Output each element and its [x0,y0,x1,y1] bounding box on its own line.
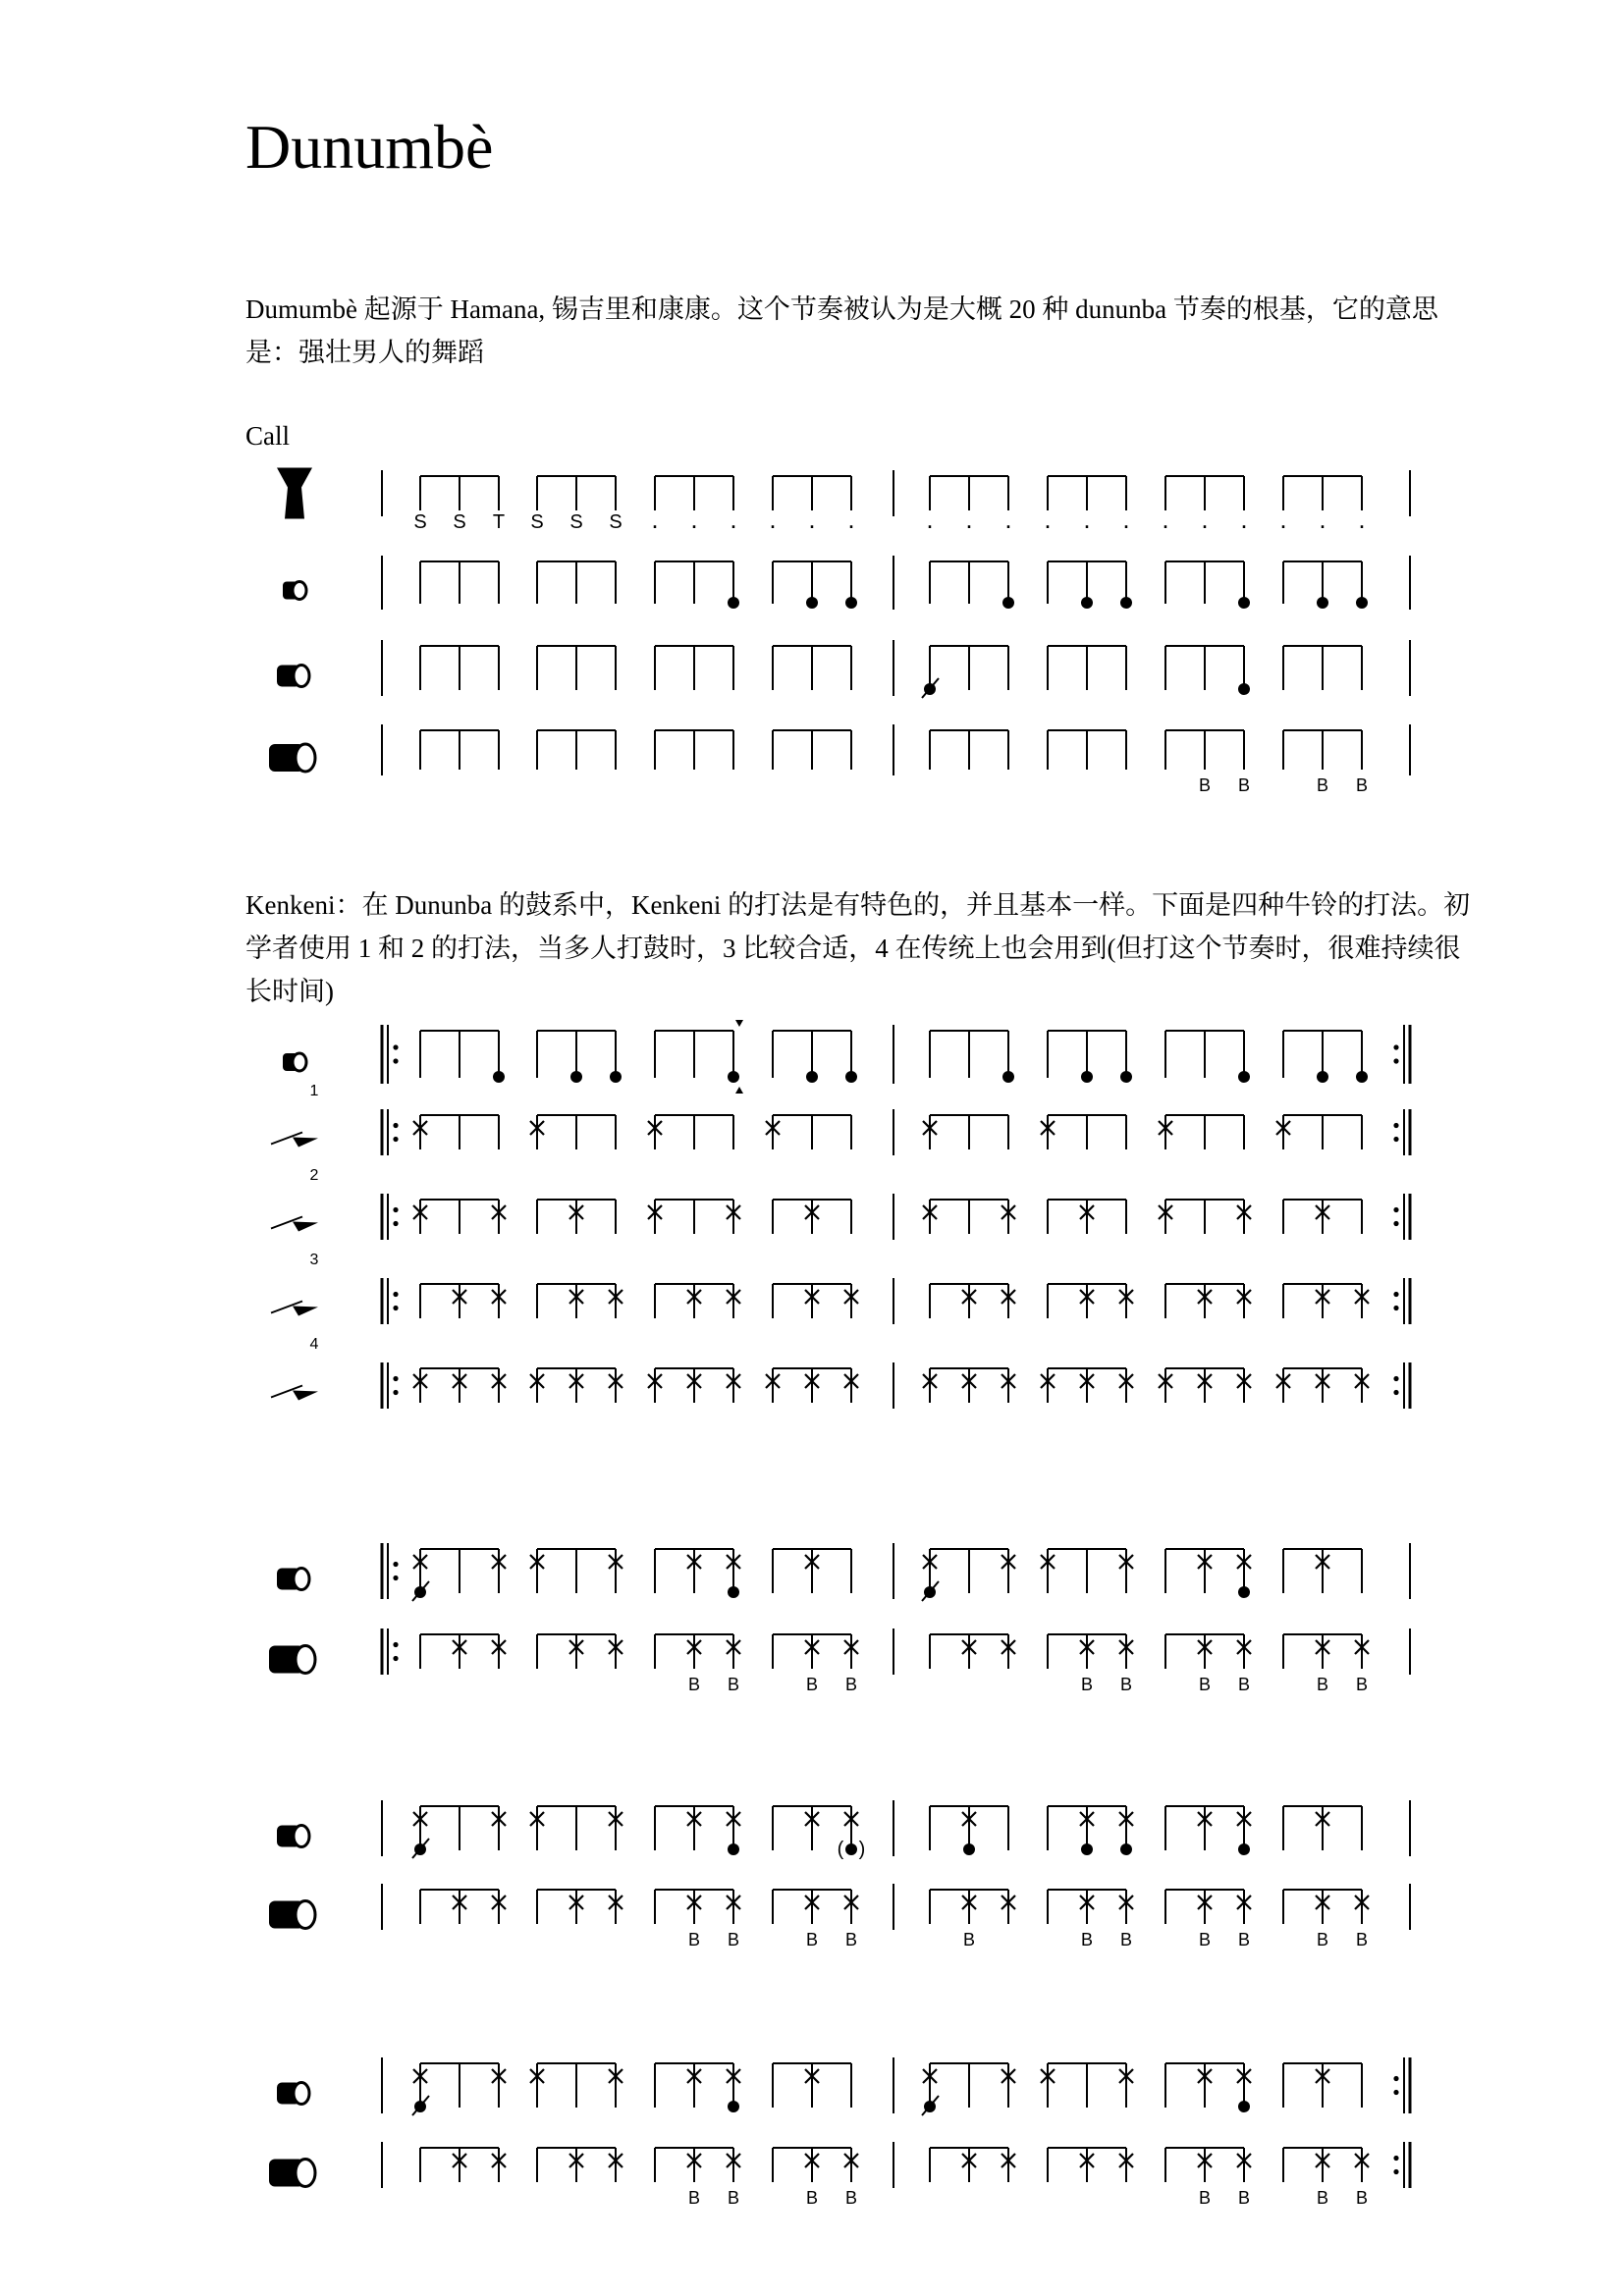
repeat-dot [393,1306,398,1310]
dununba-icon [269,1901,315,1929]
djembe-stroke: . [1201,505,1209,534]
repeat-dot [1393,1306,1398,1310]
open-stroke [1120,1071,1132,1083]
bass-bell-label: B [1237,2188,1251,2208]
beat-group [773,1368,851,1403]
beat-group [1165,1890,1244,1924]
open-stroke [570,1071,582,1083]
sangban-icon [277,666,309,687]
beat-group [930,1115,1008,1149]
sangban-icon [277,1569,309,1590]
repeat-dot [1393,1221,1398,1226]
bass-bell-label: B [1080,1930,1094,1949]
repeat-dot [393,1137,398,1142]
djembe-stroke: . [1044,505,1052,534]
beat-group [930,2148,1008,2182]
beat-group [420,1115,499,1149]
beat-group [537,1200,616,1234]
beat-group [537,1634,616,1669]
bass-bell-label: B [805,2188,819,2208]
beat-group [930,1200,1008,1234]
beat-group [773,1634,851,1669]
beat-group [420,1284,499,1318]
repeat-dot [1393,2090,1398,2095]
bass-bell-label: B [844,1930,858,1949]
dununba-icon [269,2160,315,2187]
beat-group [537,1115,616,1149]
djembe-stroke: S [530,511,544,533]
beat-group [1048,1284,1126,1318]
open-stroke [1238,1586,1250,1598]
optional-paren: ( [837,1839,844,1860]
open-stroke [610,1071,622,1083]
beat-group [537,730,616,770]
bass-bell-label: B [1316,1675,1329,1694]
kenkeni-icon [283,1053,306,1071]
beat-group [1283,2063,1362,2108]
dununba-icon [269,1646,315,1674]
dununba-icon [269,744,315,772]
djembe-stroke: S [453,511,466,533]
beat-group [1048,1634,1126,1669]
bass-bell-label: B [1198,1675,1212,1694]
open-stroke [493,1071,505,1083]
beat-group [930,1368,1008,1403]
beat-group [1165,1115,1244,1149]
variation-number: 1 [309,1083,319,1099]
beat-group [930,1549,1008,1593]
bass-bell-label: B [1198,775,1212,795]
variation-number: 3 [309,1252,319,1268]
beat-group [1165,646,1244,690]
kenkeni-icon [283,582,306,600]
repeat-dot [1393,1376,1398,1381]
beat-group [1165,1200,1244,1234]
optional-paren: ) [858,1839,866,1860]
beat-group [655,2063,733,2108]
open-stroke [1238,1071,1250,1083]
beat-group [655,1549,733,1593]
page-title: Dunumbè [245,112,494,182]
kenkeni-paragraph: Kenkeni：在 Dununba 的鼓系中，Kenkeni 的打法是有特色的，并且基本一样。下面是四种牛铃的打法。初学者使用 1 和 2 的打法，当多人打鼓时，3 比较合适，4 在传统上也会用到(但打这个节奏时，很难持续很长时间) [245,890,1471,1006]
open-stroke [963,1843,975,1855]
variation-number: 4 [309,1336,319,1353]
djembe-stroke: S [569,511,583,533]
open-stroke [728,2101,739,2112]
beat-group [420,1890,499,1924]
repeat-dot [393,1044,398,1049]
bass-bell-label: B [727,1675,740,1694]
beat-group [930,561,1008,604]
beat-group [773,1284,851,1318]
repeat-dot [393,1642,398,1647]
repeat-dot [1393,1137,1398,1142]
beat-group [773,1200,851,1234]
repeat-dot [1393,1292,1398,1297]
beat-group [537,2063,616,2108]
beat-group [773,646,851,690]
bass-bell-label: B [687,1930,701,1949]
open-stroke [1238,2101,1250,2112]
djembe-stroke: . [1122,505,1130,534]
open-stroke [1317,1071,1328,1083]
djembe-stroke: . [1358,505,1366,534]
djembe-stroke: . [1319,505,1326,534]
beat-group [930,730,1008,770]
beat-group [1165,561,1244,604]
repeat-dot [393,1562,398,1567]
beat-group [537,1284,616,1318]
beat-group [537,1890,616,1924]
beat-group [773,1549,851,1593]
beat-group [773,2148,851,2182]
beat-group [1048,2063,1126,2108]
beat-group [655,1284,733,1318]
beat-group [930,1890,1008,1924]
accent-mark-bottom [735,1087,743,1094]
bass-bell-label: B [1080,1675,1094,1694]
bell-icon [271,1386,318,1401]
djembe-stroke: . [651,505,659,534]
beat-group [537,561,616,604]
beat-group [773,1115,851,1149]
repeat-dot [393,1058,398,1063]
beat-group [1048,1031,1126,1078]
beat-group [1048,1890,1126,1924]
beat-group [1283,1115,1362,1149]
beat-group [655,1890,733,1924]
beat-group [1283,1031,1362,1078]
djembe-stroke: . [1083,505,1091,534]
beat-group [773,2063,851,2108]
beat-group [655,1634,733,1669]
bass-bell-label: B [1316,2188,1329,2208]
beat-group [1165,1368,1244,1403]
bass-bell-label: B [844,1675,858,1694]
repeat-dot [1393,1123,1398,1128]
beat-group [1283,1806,1362,1850]
beat-group [1165,730,1244,770]
repeat-dot [393,1575,398,1580]
beat-group [1165,1031,1244,1078]
bell-icon [271,1133,318,1148]
open-stroke [1356,597,1368,609]
bass-bell-label: B [1237,1675,1251,1694]
beat-group [1165,2148,1244,2182]
beat-group [1283,1368,1362,1403]
beat-group [930,1031,1008,1078]
bass-bell-label: B [1119,1930,1133,1949]
bass-bell-label: B [727,2188,740,2208]
bass-bell-label: B [1355,2188,1369,2208]
beat-group [655,1031,733,1078]
open-stroke [728,1843,739,1855]
bass-bell-label: B [1355,1930,1369,1949]
bass-bell-label: B [1355,1675,1369,1694]
bass-bell-label: B [1237,775,1251,795]
djembe-icon [277,468,312,519]
beat-group [1048,646,1126,690]
beat-group [1165,1549,1244,1593]
intro-paragraph: Dumumbè 起源于 Hamana, 锡吉里和康康。这个节奏被认为是大概 20 种 dununba 节奏的根基，它的意思是：强壮男人的舞蹈 [245,294,1438,367]
djembe-stroke: . [1004,505,1012,534]
beat-group [1283,1200,1362,1234]
repeat-dot [393,1207,398,1212]
beat-group [537,1031,616,1078]
sangban-icon [277,2083,309,2105]
beat-group [537,1806,616,1850]
repeat-dot [393,1292,398,1297]
beat-group [655,1806,733,1850]
beat-group [537,476,616,510]
accent-mark-top [735,1020,743,1027]
beat-group [1165,1806,1244,1850]
optional-open-stroke [845,1843,857,1855]
open-stroke [1081,1071,1093,1083]
open-stroke [728,1071,739,1083]
beat-group [655,1368,733,1403]
beat-group [655,2148,733,2182]
open-stroke [1238,683,1250,695]
bass-bell-label: B [805,1675,819,1694]
beat-group [1048,1368,1126,1403]
open-stroke [806,597,818,609]
open-stroke [845,597,857,609]
open-stroke [1120,1843,1132,1855]
djembe-stroke: . [1279,505,1287,534]
beat-group [655,561,733,604]
beat-group [655,1115,733,1149]
beat-group [655,730,733,770]
bass-bell-label: B [1198,1930,1212,1949]
beat-group [537,1368,616,1403]
variation-number: 2 [309,1167,319,1184]
repeat-dot [1393,1058,1398,1063]
beat-group [420,561,499,604]
beat-group [420,1549,499,1593]
call-label: Call [245,421,290,451]
beat-group [420,730,499,770]
beat-group [930,2063,1008,2108]
open-stroke [1356,1071,1368,1083]
beat-group [930,1634,1008,1669]
beat-group [1048,2148,1126,2182]
open-stroke [1120,597,1132,609]
beat-group [1283,2148,1362,2182]
djembe-stroke: S [609,511,623,533]
bass-bell-label: B [727,1930,740,1949]
open-stroke [728,597,739,609]
beat-group [1283,730,1362,770]
beat-group [1165,2063,1244,2108]
beat-group [420,476,499,510]
beat-group [655,646,733,690]
beat-group [1283,1549,1362,1593]
bell-icon [271,1302,318,1316]
beat-group [1283,1284,1362,1318]
sangban-icon [277,1826,309,1847]
open-stroke [1002,1071,1014,1083]
beat-group [420,1200,499,1234]
beat-group [773,1031,851,1078]
beat-group [420,1634,499,1669]
bass-bell-label: B [1237,1930,1251,1949]
djembe-stroke: . [965,505,973,534]
beat-group [420,2063,499,2108]
djembe-stroke: . [690,505,698,534]
djembe-stroke: . [769,505,777,534]
repeat-dot [393,1656,398,1661]
bass-bell-label: B [1198,2188,1212,2208]
open-stroke [1081,1843,1093,1855]
bass-bell-label: B [1316,775,1329,795]
bass-bell-label: B [805,1930,819,1949]
beat-group [420,2148,499,2182]
open-stroke [1238,597,1250,609]
repeat-dot [1393,1207,1398,1212]
beat-group [930,646,1008,690]
djembe-stroke: . [1162,505,1169,534]
beat-group [773,1890,851,1924]
beat-group [930,1284,1008,1318]
beat-group [537,1549,616,1593]
beat-group [537,2148,616,2182]
beat-group [537,646,616,690]
beat-group [1048,1549,1126,1593]
repeat-dot [1393,2076,1398,2081]
repeat-dot [1393,1044,1398,1049]
repeat-dot [393,1376,398,1381]
beat-group [1048,730,1126,770]
djembe-stroke: . [926,505,934,534]
repeat-dot [1393,2169,1398,2174]
bass-bell-label: B [1316,1930,1329,1949]
beat-group [1283,1634,1362,1669]
bass-bell-label: B [1119,1675,1133,1694]
djembe-stroke: S [413,511,427,533]
djembe-stroke: . [1240,505,1248,534]
beat-group [420,1031,499,1078]
beat-group [773,730,851,770]
djembe-stroke: T [492,511,506,533]
bass-bell-label: B [1355,775,1369,795]
open-stroke [1238,1843,1250,1855]
beat-group [420,1806,499,1850]
bell-icon [271,1217,318,1232]
djembe-stroke: . [847,505,855,534]
repeat-dot [393,1390,398,1395]
djembe-stroke: . [808,505,816,534]
beat-group [1048,1115,1126,1149]
beat-group [420,1368,499,1403]
beat-group [1283,646,1362,690]
repeat-dot [393,1123,398,1128]
open-stroke [806,1071,818,1083]
beat-group [1165,1284,1244,1318]
bass-bell-label: B [962,1930,976,1949]
djembe-stroke: . [730,505,737,534]
open-stroke [845,1071,857,1083]
bass-bell-label: B [844,2188,858,2208]
repeat-dot [393,1221,398,1226]
beat-group [1048,1200,1126,1234]
bass-bell-label: B [687,1675,701,1694]
open-stroke [728,1586,739,1598]
open-stroke [1002,597,1014,609]
repeat-dot [1393,2156,1398,2161]
open-stroke [1081,597,1093,609]
repeat-dot [1393,1390,1398,1395]
open-stroke [1317,597,1328,609]
beat-group [655,1200,733,1234]
beat-group [1165,1634,1244,1669]
bass-bell-label: B [687,2188,701,2208]
beat-group [420,646,499,690]
beat-group [1283,1890,1362,1924]
